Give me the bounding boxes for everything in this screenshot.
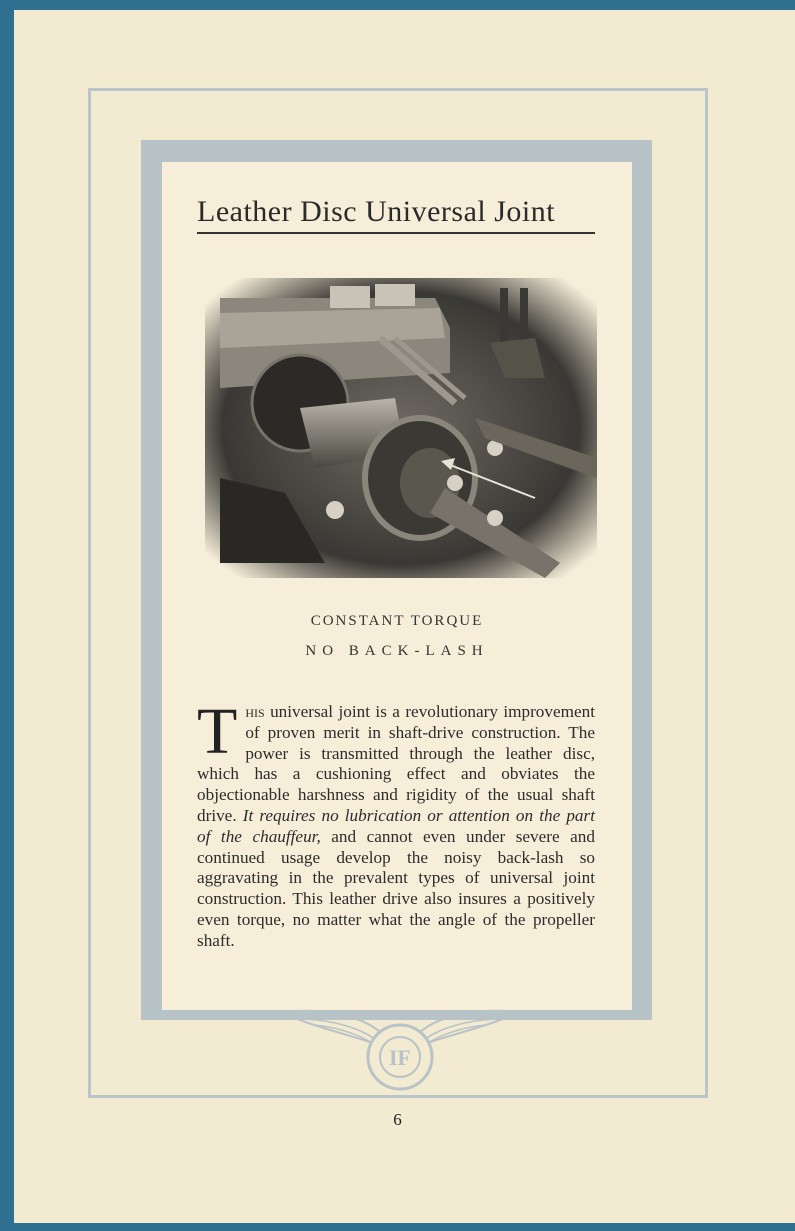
lead-small-caps: his [245,702,265,721]
winged-emblem-icon [270,997,530,1097]
body-text-2: and cannot even under severe and continued usage develop the noisy back-lash so aggravating in the prevalent types of universal joint construction. This leather drive also insures a positively even torque, no matter what the angle of the propeller shaft. [197,826,595,950]
body-italic-note: It requires no lubrication or attention on the part of the chauffeur, [197,805,595,846]
drop-cap: T [197,695,238,768]
title-underline [197,232,595,234]
emblem-monogram: IF [389,1045,411,1070]
body-text-1: universal joint is a revolutionary improvement of proven merit in shaft-drive construction. The power is transmitted through the leather disc, which has a cushioning effect and obviates the objectionable harshness and rigidity of the usual shaft drive. [197,702,595,825]
page-number: 6 [393,1110,402,1129]
caption-constant-torque: CONSTANT TORQUE [310,613,484,629]
caption-no-back-lash: NO BACK-LASH [305,643,489,659]
page-title: Leather Disc Universal Joint [197,195,556,228]
body-paragraph [197,695,595,952]
universal-joint-photo [205,278,597,578]
